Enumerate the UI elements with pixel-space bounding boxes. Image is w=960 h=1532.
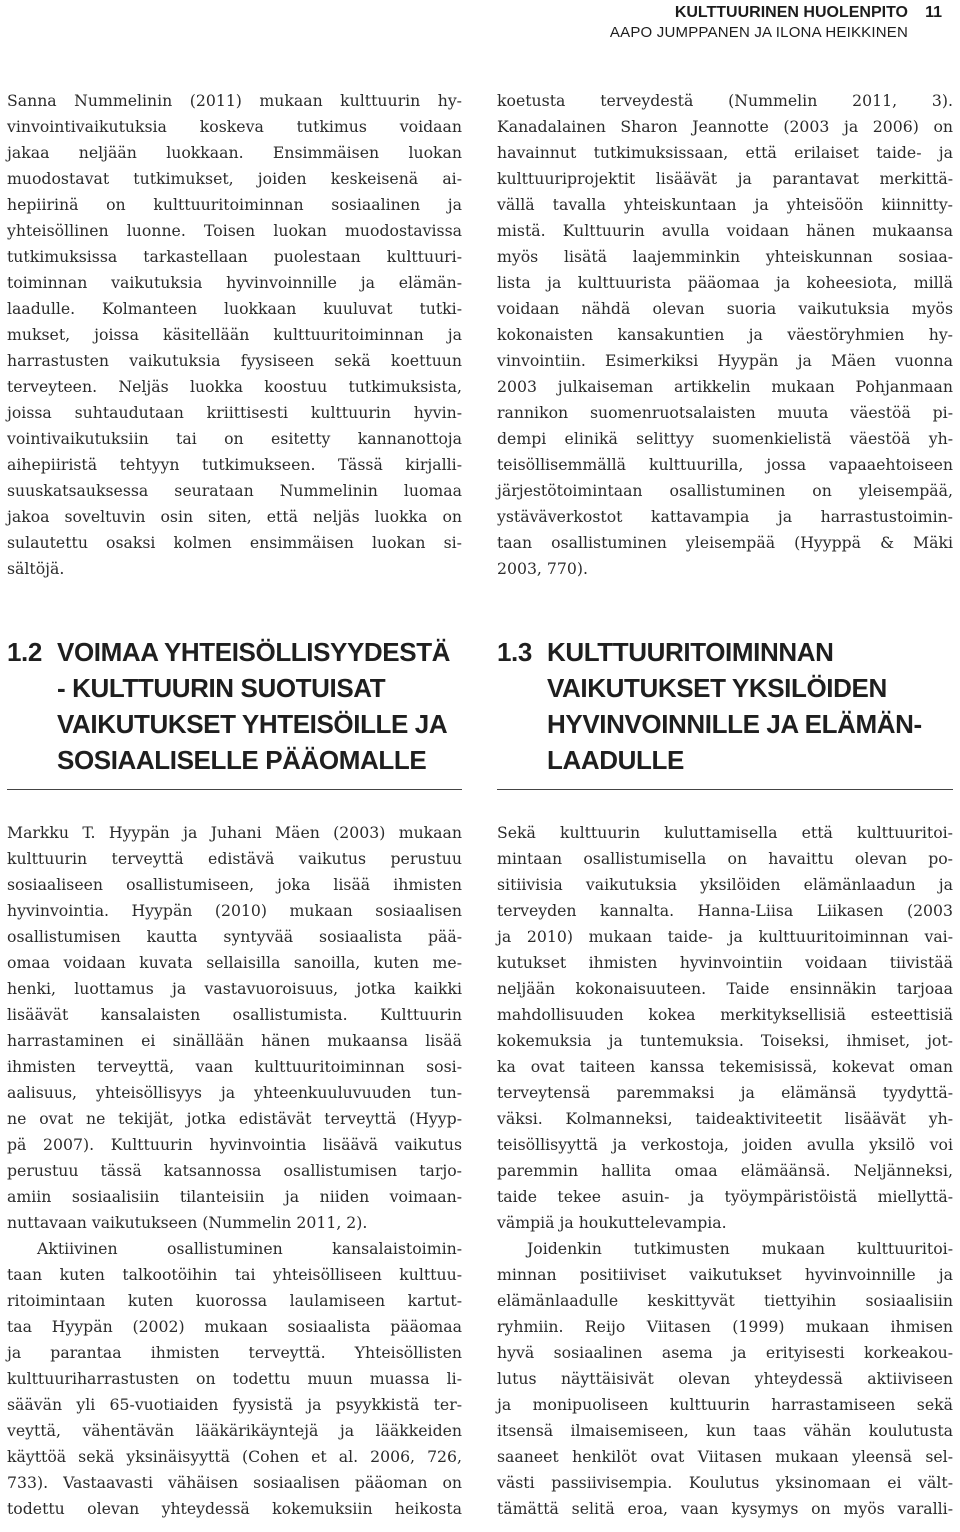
- section-number: 1.3: [497, 637, 532, 667]
- text-line: Sanna Nummelinin (2011) mukaan kulttuurin hy-: [7, 91, 462, 110]
- text-line: vinvointivaikutuksia koskeva tutkimus voidaan: [7, 117, 462, 136]
- running-title: KULTTUURINEN HUOLENPITO: [674, 4, 908, 21]
- text-line: neljään kokonaisuuteen. Taide ensinnäkin tarjoaa: [497, 979, 953, 998]
- text-line: dempi elinikä selittyy suomenkielistä väestöä yh-: [497, 429, 953, 448]
- text-line: rannikon suomenruotsalaisten muuta väestöä pi-: [497, 403, 953, 422]
- text-line: kulttuuriprojektit lisäävät ja parantavat merkittä-: [497, 169, 953, 188]
- text-line: ystäväverkostot kattavampia ja harrastustoimin-: [497, 507, 953, 526]
- text-line: vointivaikutuksiin tai on esitetty kannanottoja: [7, 429, 462, 448]
- text-line: kokonaisten kansakuntien ja väestöryhmien hy-: [497, 325, 953, 344]
- text-line: ne ovat ne tekijät, jotka edistävät terveyttä (Hyyp-: [7, 1109, 462, 1128]
- text-line: toiminnan vaikutuksia hyvinvoinnille ja elämän-: [7, 273, 462, 292]
- text-line: vinvointiin. Esimerkiksi Hyypän ja Mäen vuonna: [497, 351, 953, 370]
- text-line: nuttavaan vaikutukseen (Nummelin 2011, 2).: [7, 1213, 368, 1232]
- page-number: 11: [925, 4, 942, 21]
- text-line: teisöllisyyttä ja verkostoja, joiden avulla yksilö voi: [497, 1135, 953, 1154]
- page-header: [610, 4, 942, 44]
- text-line: ryhmiin. Reijo Viitasen (1999) mukaan ihmisen: [497, 1317, 953, 1336]
- text-line: omaa voidaan kuvata sellaisilla sanoilla, kuten me-: [7, 953, 462, 972]
- text-line: osallistumisen kautta syntyvää sosiaalista pää-: [7, 927, 462, 946]
- text-line: ja 2010) mukaan taide- ja kulttuuritoiminnan vai-: [497, 927, 953, 946]
- text-line: kutukset ihmisten hyvinvointiin voidaan tiivistää: [497, 953, 953, 972]
- section-divider: [497, 789, 953, 790]
- text-line: yhteisöllinen luonne. Toisen luokan muodostavissa: [7, 221, 462, 240]
- text-line: aalisuus, yhteisöllisyys ja yhteenkuuluvuuden tun-: [7, 1083, 462, 1102]
- text-line: minnan positiiviset vaikutukset hyvinvoinnille ja: [497, 1265, 953, 1284]
- text-line: teisöllisemmällä kulttuurilla, jossa vapaaehtoiseen: [497, 455, 953, 474]
- text-line: Markku T. Hyypän ja Juhani Mäen (2003) mukaan: [7, 823, 462, 842]
- text-line: laadulle. Kolmanteen luokkaan kuuluvat tutki-: [7, 299, 462, 318]
- text-line: taan kuten talkootöihin tai yhteisölliseen kulttuu-: [7, 1265, 462, 1284]
- top-right-column: [497, 88, 953, 582]
- text-line: mahdollisuuden kokea merkityksellisiä esteettisiä: [497, 1005, 953, 1024]
- text-line: 2003 julkaiseman artikkelin mukaan Pohjanmaan: [497, 377, 953, 396]
- text-line: ja parantaa ihmisten terveyttä. Yhteisöllisten: [7, 1343, 462, 1362]
- paragraph: [7, 820, 462, 1236]
- text-line: todettu olevan yhteydessä kokemuksiin heikosta: [7, 1499, 462, 1518]
- text-line: kulttuurin terveyttä edistävä vaikutus perustuu: [7, 849, 462, 868]
- text-line: väksi. Kolmanneksi, taideaktiviteetit lisäävät yh-: [497, 1109, 953, 1128]
- text-line: hyvä sosiaalinen asema ja erityisesti korkeakou-: [497, 1343, 953, 1362]
- text-line: ihmisten terveyttä, vaan kulttuuritoiminnan sosi-: [7, 1057, 462, 1076]
- text-line: Aktiivinen osallistuminen kansalaistoimin-: [37, 1239, 462, 1258]
- running-authors: AAPO JUMPPANEN JA ILONA HEIKKINEN: [609, 24, 908, 41]
- paragraph: [7, 88, 462, 582]
- text-line: itsensä ilmaisemiseen, kun taas vähän koulutusta: [497, 1421, 953, 1440]
- text-line: voidaan nähdä olevan suoria vaikutuksia myös: [497, 299, 953, 318]
- text-line: mintaan osallistumisella on havaittu olevan po-: [497, 849, 953, 868]
- bottom-right-column: [497, 820, 953, 1522]
- text-line: havainnut tutkimuksissaan, että erilaiset taide- ja: [497, 143, 953, 162]
- text-line: lisäävät kansalaisten osallistumista. Kulttuurin: [7, 1005, 462, 1024]
- text-line: terveyteen. Neljäs luokka koostuu tutkimuksista,: [7, 377, 462, 396]
- top-left-column: [7, 88, 462, 582]
- paragraph: [497, 1236, 953, 1522]
- text-line: Joidenkin tutkimusten mukaan kulttuuritoi-: [527, 1239, 953, 1258]
- text-line: Kanadalainen Sharon Jeannotte (2003 ja 2006) on: [497, 117, 953, 136]
- text-line: koetusta terveydestä (Nummelin 2011, 3).: [497, 91, 953, 110]
- text-line: västi passiivisempia. Koulutus yksinomaan ei vält-: [497, 1473, 953, 1492]
- text-line: lista ja kulttuurista pääomaa ja koheesiota, millä: [497, 273, 953, 292]
- text-line: hepiirinä on kulttuuritoiminnan sosiaalinen ja: [7, 195, 462, 214]
- text-line: ka ovat taiteen kanssa tekemisissä, kokevat oman: [497, 1057, 953, 1076]
- text-line: pä 2007). Kulttuurin hyvinvointia lisäävä vaikutus: [7, 1135, 462, 1154]
- paragraph: [497, 88, 953, 582]
- text-line: taa Hyypän (2002) mukaan sosiaalista pääomaa: [7, 1317, 462, 1336]
- text-line: mukset, joissa käsitellään kulttuuritoiminnan ja: [7, 325, 462, 344]
- text-line: kulttuuriharrastusten on todettu muun muassa li-: [7, 1369, 462, 1388]
- text-line: sitiivisia vaikutuksia yksilöiden elämänlaadun ja: [497, 875, 953, 894]
- text-line: veyttä, vähentävän lääkärikäyntejä ja lääkkeiden: [7, 1421, 462, 1440]
- text-line: ritoimintaan kuten kuorossa laulamiseen kartut-: [7, 1291, 462, 1310]
- text-line: kokemuksia ja tuntemuksia. Toiseksi, ihmiset, jot-: [497, 1031, 953, 1050]
- text-line: säävän yli 65-vuotiaiden fyysistä ja psyykkistä ter-: [7, 1395, 462, 1414]
- text-line: terveyden kannalta. Hanna-Liisa Liikasen (2003: [497, 901, 953, 920]
- text-line: taide tekee asuin- ja työympäristöistä miellyttä-: [497, 1187, 953, 1206]
- text-line: sosiaaliseen osallistumiseen, joka lisää ihmisten: [7, 875, 462, 894]
- paragraph: [497, 820, 953, 1236]
- text-line: ja monipuoliseen kulttuurin harrastamiseen sekä: [497, 1395, 953, 1414]
- text-line: suuskatsauksessa seurataan Nummelinin luomaa: [7, 481, 462, 500]
- text-line: aihepiiristä tehtyyn tutkimukseen. Tässä kirjalli-: [7, 455, 462, 474]
- section-title: KULTTUURITOIMINNAN VAIKUTUKSET YKSILÖIDEN HYVINVOINNILLE JA ELÄMÄN- LAADULLE: [547, 637, 922, 775]
- text-line: sulautettu osaksi kolmen ensimmäisen luokan si-: [7, 533, 462, 552]
- text-line: saaneet henkilöt ovat Viitasen mukaan yleensä sel-: [497, 1447, 953, 1466]
- text-line: vällä tavalla yhteiskuntaan ja yhteisöön kiinnitty-: [497, 195, 953, 214]
- text-line: vämpiä ja houkuttelevampia.: [497, 1213, 727, 1232]
- text-line: 2003, 770).: [497, 559, 588, 578]
- text-line: taan osallistuminen yleisempää (Hyyppä & Mäki: [497, 533, 953, 552]
- section-divider: [7, 789, 462, 790]
- text-line: terveytensä paremmaksi ja elämänsä tyydyttä-: [497, 1083, 953, 1102]
- text-line: myös lisätä laajemminkin yhteiskunnan sosiaa-: [497, 247, 953, 266]
- text-line: hyvinvointia. Hyypän (2010) mukaan sosiaalisen: [7, 901, 462, 920]
- text-line: elämänlaadulle keskittyvät tiettyihin sosiaalisiin: [497, 1291, 953, 1310]
- text-line: henki, luottamus ja vastavuoroisuus, jotka kaikki: [7, 979, 462, 998]
- text-line: tutkimuksissa tarkastellaan puolestaan kulttuuri-: [7, 247, 462, 266]
- text-line: käyttöä sekä yksinäisyyttä (Cohen et al. 2006, 726,: [7, 1447, 462, 1466]
- paragraph: [7, 1236, 462, 1522]
- text-line: mistä. Kulttuurin avulla voidaan hänen mukaansa: [497, 221, 953, 240]
- bottom-left-column: [7, 820, 462, 1522]
- section-title: VOIMAA YHTEISÖLLISYYDESTÄ - KULTTUURIN SUOTUISAT VAIKUTUKSET YHTEISÖILLE JA SOSIAALISELLE PÄÄOMALLE: [57, 637, 451, 775]
- text-line: harrastusten vaikutuksia fyysiseen sekä koettuun: [7, 351, 462, 370]
- text-line: perustuu tässä katsannossa osallistumisen tarjo-: [7, 1161, 462, 1180]
- text-line: jakoa soveltuvin osin siten, että neljäs luokka on: [7, 507, 462, 526]
- text-line: amiin sosiaalisiin tilanteisiin ja niiden voimaan-: [7, 1187, 462, 1206]
- text-line: jakaa neljään luokkaan. Ensimmäisen luokan: [7, 143, 462, 162]
- text-line: järjestötoimintaan osallistuminen on yleisempää,: [497, 481, 953, 500]
- text-line: joissa suhtaudutaan kriittisesti kulttuurin hyvin-: [7, 403, 462, 422]
- text-line: lutus näyttäisivät olevan yhteydessä aktiiviseen: [497, 1369, 953, 1388]
- text-line: Sekä kulttuurin kuluttamisella että kulttuuritoi-: [497, 823, 953, 842]
- text-line: tämättä selitä eroa, vaan kysymys on myös varalli-: [497, 1499, 953, 1518]
- text-line: paremmin hallita omaa elämäänsä. Neljänneksi,: [497, 1161, 953, 1180]
- text-line: muodostavat tutkimukset, joiden keskeisenä ai-: [7, 169, 462, 188]
- text-line: sältöjä.: [7, 559, 65, 578]
- section-number: 1.2: [7, 637, 42, 667]
- text-line: harrastaminen ei sinällään hänen mukaansa lisää: [7, 1031, 462, 1050]
- text-line: 733). Vastaavasti vähäisen sosiaalisen pääoman on: [7, 1473, 462, 1492]
